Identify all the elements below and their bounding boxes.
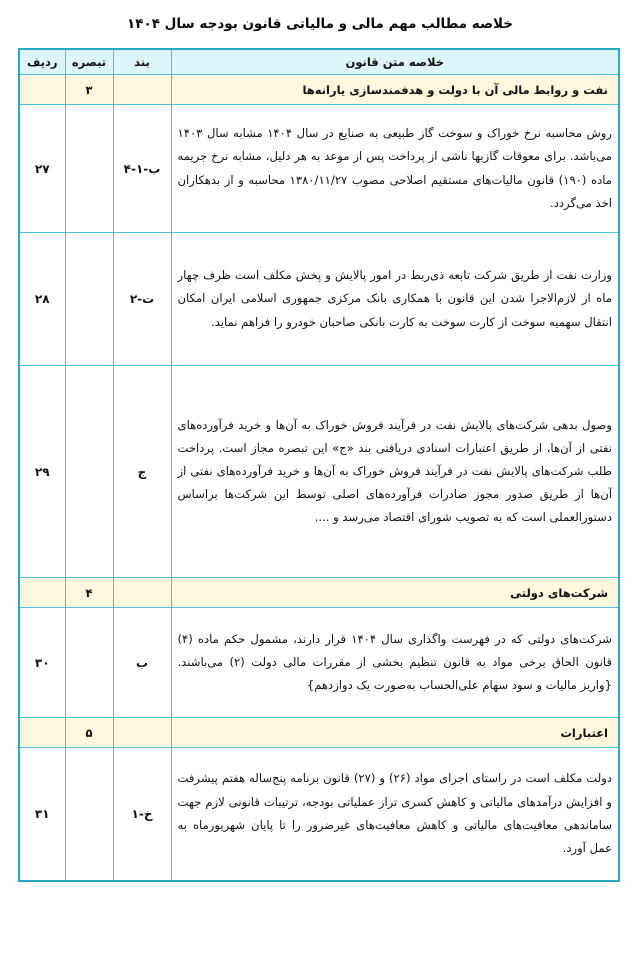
section-radif [19,718,65,748]
section-radif [19,75,65,105]
row-number: ۳۱ [19,748,65,881]
section-title: اعتبارات [171,718,619,748]
section-header-row [19,718,619,748]
table-header [19,49,619,75]
column-header-tabsare: تبصره [65,49,113,75]
table-row [19,748,619,881]
row-band: ب [113,608,171,718]
section-tabsare: ۳ [65,75,113,105]
table-row [19,233,619,366]
section-title: شرکت‌های دولتی [171,578,619,608]
row-tabsare [65,233,113,366]
row-tabsare [65,608,113,718]
row-band: ج [113,366,171,578]
table-container [20,48,620,882]
row-summary-text: وزارت نفت از طریق شرکت تابعه ذی‌ربط در امور پالایش و پخش مکلف است ظرف چهار ماه از لازم‌الاجرا شدن این قانون با همکاری بانک مرکزی جمهوری اسلامی ایران امکان انتقال سهمیه سوخت از کارت سوخت به کارت بانکی صاحبان خودرو را فراهم نماید. [171,233,619,366]
column-header-band: بند [113,49,171,75]
row-number: ۲۷ [19,105,65,233]
table-row [19,366,619,578]
section-header-row [19,578,619,608]
row-tabsare [65,105,113,233]
row-number: ۳۰ [19,608,65,718]
row-band: خ-۱ [113,748,171,881]
row-summary-text: دولت مکلف است در راستای اجرای مواد (۲۶) و (۲۷) قانون برنامه پنج‌ساله هفتم پیشرفت و افزایش درآمدهای مالیاتی و کاهش کسری تراز عملیاتی بودجه، ترتیبات قانونی لازم جهت ساماندهی معافیت‌های مالیاتی و کاهش معافیت‌های غیرضرور را تا پایان شهریورماه به عمل آورد. [171,748,619,881]
table-body [19,75,619,881]
section-band [113,718,171,748]
page-title: خلاصه مطالب مهم مالی و مالیاتی قانون بودجه سال ۱۴۰۴ [126,16,514,32]
section-tabsare: ۵ [65,718,113,748]
section-band [113,75,171,105]
row-tabsare [65,748,113,881]
row-tabsare [65,366,113,578]
row-summary-text: شرکت‌های دولتی که در فهرست واگذاری سال ۱۴۰۴ قرار دارند، مشمول حکم ماده (۴) قانون الحاق برخی مواد به قانون تنظیم بخشی از مقررات مالی دولت (۲) می‌باشند. {واریز مالیات و سود سهام علی‌الحساب به‌صورت یک دوازدهم} [171,608,619,718]
column-header-radif: ردیف [19,49,65,75]
section-radif [19,578,65,608]
row-number: ۲۸ [19,233,65,366]
table-row [19,105,619,233]
row-summary-text: روش محاسبه نرخ خوراک و سوخت گاز طبیعی به صنایع در سال ۱۴۰۴ مشابه سال ۱۴۰۳ می‌باشد. برای معوقات گازبها ناشی از پرداخت پس از موعد به هر دلیل، مشابه نرخ جریمه ماده (۱۹۰) قانون مالیات‌های مستقیم اصلاحی مصوب ۱۳۸۰/۱۱/۲۷ محاسبه و از بدهکاران اخذ می‌گردد. [171,105,619,233]
column-header-summary: خلاصه متن قانون [171,49,619,75]
section-header-row [19,75,619,105]
row-summary-text: وصول بدهی شرکت‌های پالایش نفت در فرآیند فروش خوراک به آن‌ها و خرید فرآورده‌های نفتی از آن‌ها، از طریق اعتبارات اسنادی دریافتی بند «ج» این تبصره مجاز است. پرداخت طلب شرکت‌های پالایش نفت در فرآیند فروش خوراک به آن‌ها و خرید فرآورده‌های نفتی از آن‌ها از طریق صدور مجوز صادرات فرآورده‌های اصلی توسط این شرکت‌ها براساس دستورالعملی است که به تصویب شورای اقتصاد می‌رسد و .... [171,366,619,578]
section-tabsare: ۴ [65,578,113,608]
table-row [19,608,619,718]
section-band [113,578,171,608]
row-band: ب-۱-۴ [113,105,171,233]
row-number: ۲۹ [19,366,65,578]
budget-law-table [18,48,620,882]
section-title: نفت و روابط مالی آن با دولت و هدفمندسازی یارانه‌ها [171,75,619,105]
row-band: ت-۲ [113,233,171,366]
table-header-row [19,49,619,75]
